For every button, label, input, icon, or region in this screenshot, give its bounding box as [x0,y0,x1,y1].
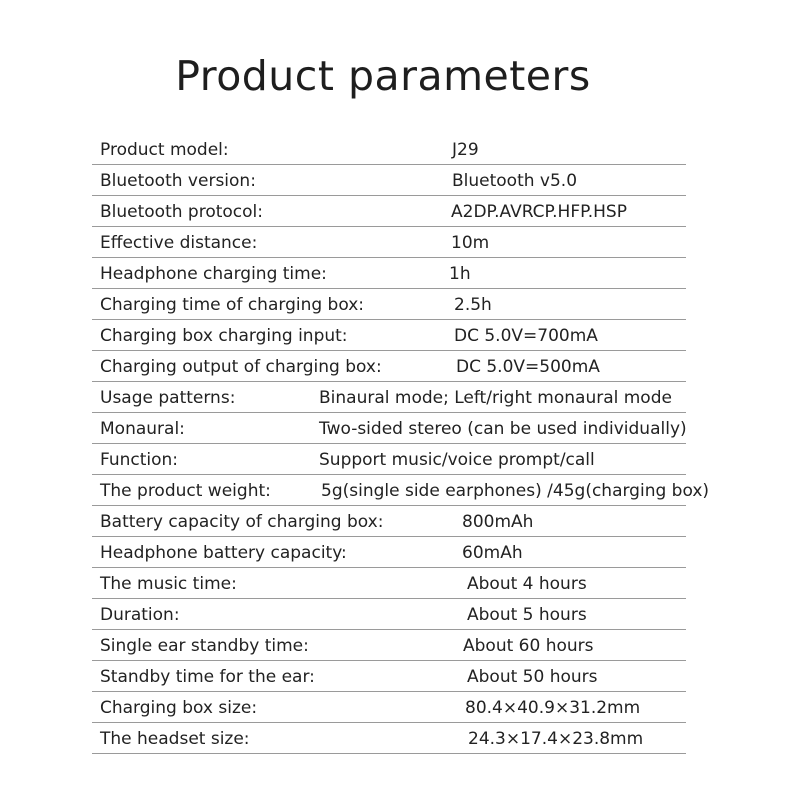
spec-value: DC 5.0V=500mA [456,357,600,377]
spec-row [92,568,686,599]
page-title: Product parameters [175,52,591,100]
spec-row [92,661,686,692]
spec-label: Usage patterns: [100,388,236,408]
spec-row [92,351,686,382]
spec-value: DC 5.0V=700mA [454,326,598,346]
spec-value: 24.3×17.4×23.8mm [468,729,644,749]
spec-value: A2DP.AVRCP.HFP.HSP [451,202,627,222]
spec-label: The product weight: [100,481,271,501]
spec-row [92,630,686,661]
spec-label: Bluetooth version: [100,171,256,191]
spec-row [92,599,686,630]
spec-label: Duration: [100,605,180,625]
spec-label: Product model: [100,140,229,160]
spec-value: 1h [449,264,471,284]
spec-row [92,537,686,568]
spec-row [92,692,686,723]
spec-label: The music time: [100,574,237,594]
spec-label: The headset size: [100,729,250,749]
spec-value: J29 [452,140,479,160]
spec-value: 60mAh [462,543,523,563]
spec-value: 5g(single side earphones) /45g(charging box) [321,481,710,501]
spec-row [92,134,686,165]
spec-label: Effective distance: [100,233,258,253]
spec-label: Headphone charging time: [100,264,327,284]
spec-row [92,506,686,537]
spec-label: Bluetooth protocol: [100,202,264,222]
spec-row [92,382,686,413]
spec-label: Charging box charging input: [100,326,348,346]
spec-label: Battery capacity of charging box: [100,512,384,532]
spec-value: About 50 hours [467,667,598,687]
spec-label: Single ear standby time: [100,636,309,656]
spec-value: Support music/voice prompt/call [319,450,595,470]
spec-value: About 5 hours [467,605,587,625]
spec-row [92,723,686,754]
spec-label: Charging time of charging box: [100,295,365,315]
spec-label: Headphone battery capacity: [100,543,347,563]
spec-value: 2.5h [454,295,492,315]
spec-value: Binaural mode; Left/right monaural mode [319,388,672,408]
spec-value: 80.4×40.9×31.2mm [465,698,641,718]
spec-row [92,258,686,289]
spec-table [92,134,710,754]
spec-label: Function: [100,450,179,470]
spec-row [92,413,686,444]
spec-row [92,196,686,227]
spec-row [92,444,686,475]
spec-label: Charging box size: [100,698,258,718]
spec-value: Two-sided stereo (can be used individually) [319,419,687,439]
spec-label: Monaural: [100,419,185,439]
spec-row [92,320,686,351]
spec-row [92,289,686,320]
spec-label: Standby time for the ear: [100,667,315,687]
spec-row [92,165,686,196]
spec-row [92,475,710,506]
spec-value: 800mAh [462,512,534,532]
spec-value: About 4 hours [467,574,587,594]
spec-value: 10m [451,233,490,253]
spec-value: Bluetooth v5.0 [452,171,578,191]
spec-row [92,227,686,258]
spec-label: Charging output of charging box: [100,357,382,377]
spec-value: About 60 hours [463,636,594,656]
